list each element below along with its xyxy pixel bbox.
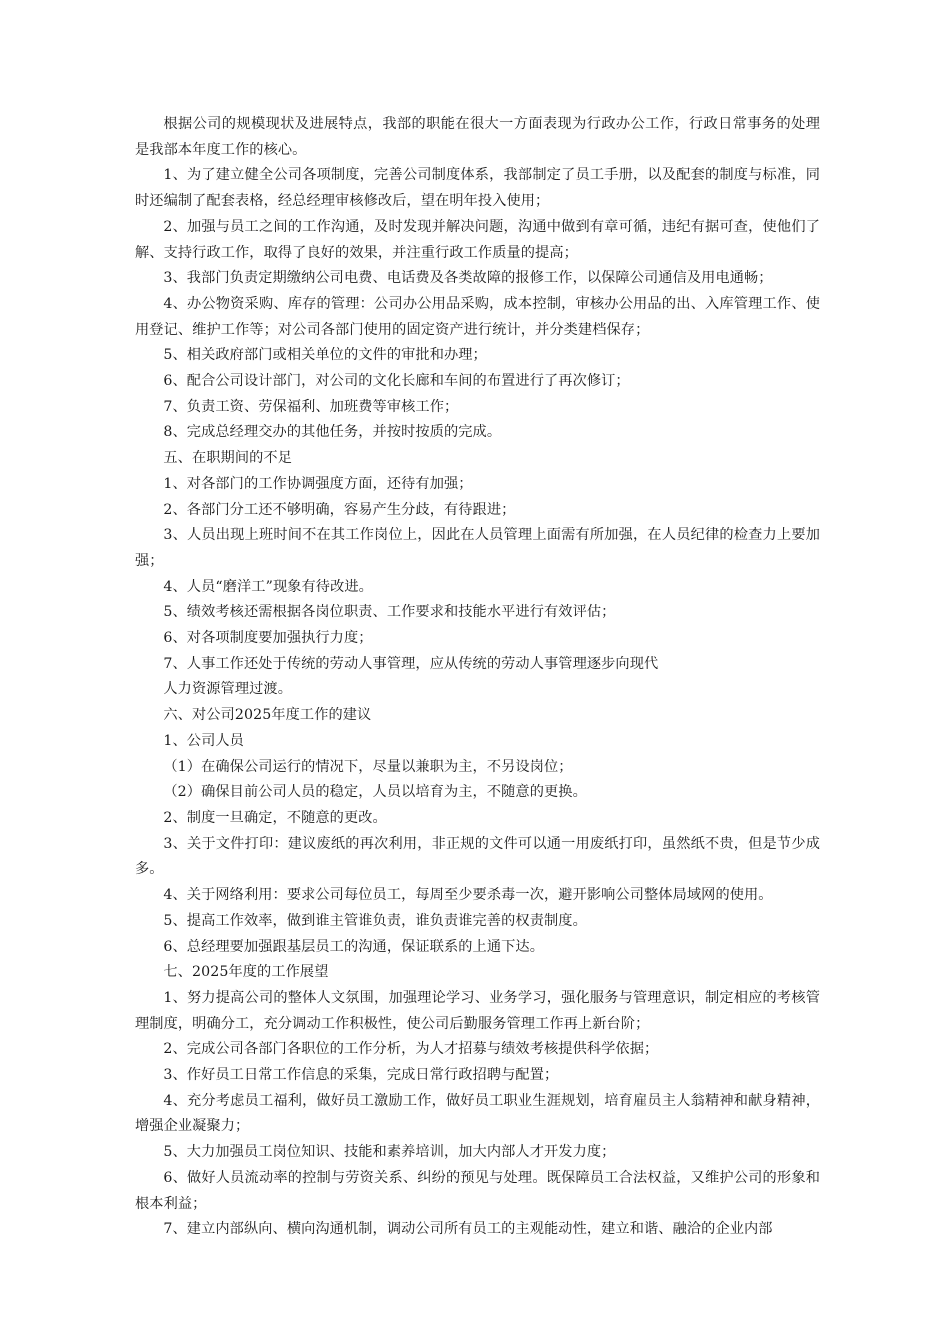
paragraph-item: 2、各部门分工还不够明确，容易产生分歧，有待跟进；: [163, 501, 516, 518]
paragraph-item: 人力资源管理过渡。: [163, 681, 292, 698]
paragraph-item: 1、对各部门的工作协调强度方面，还待有加强；: [163, 475, 473, 492]
paragraph-intro: 根据公司的规模现状及进展特点，我部的职能在很大一方面表现为行政办公工作，行政日常事务的处理是我部本年度工作的核心。: [135, 116, 820, 158]
document-body: [135, 112, 820, 1243]
paragraph-item: 4、人员“磨洋工”现象有待改进。: [163, 578, 373, 595]
paragraph-item: 6、做好人员流动率的控制与劳资关系、纠纷的预见与处理。既保障员工合法权益，又维护公司的形象和根本利益；: [135, 1169, 820, 1212]
paragraph-item: 4、办公物资采购、库存的管理：公司办公用品采购，成本控制，审核办公用品的出、入库管理工作、使用登记、维护工作等；对公司各部门使用的固定资产进行统计，并分类建档保存；: [135, 295, 820, 338]
paragraph-item: 3、我部门负责定期缴纳公司电费、电话费及各类故障的报修工作，以保障公司通信及用电通畅；: [163, 270, 773, 287]
paragraph-item: 7、负责工资、劳保福利、加班费等审核工作；: [163, 398, 459, 415]
paragraph-subitem: （2）确保目前公司人员的稳定，人员以培育为主，不随意的更换。: [163, 784, 587, 801]
paragraph-item: 4、充分考虑员工福利，做好员工激励工作，做好员工职业生涯规划，培育雇员主人翁精神和献身精神，增强企业凝聚力；: [135, 1092, 820, 1135]
paragraph-item: 6、对各项制度要加强执行力度；: [163, 630, 373, 647]
paragraph-item: 3、作好员工日常工作信息的采集，完成日常行政招聘与配置；: [163, 1067, 559, 1084]
paragraph-item: 1、公司人员: [163, 732, 244, 749]
paragraph-item: 3、关于文件打印：建议废纸的再次利用，非正规的文件可以通一用废纸打印，虽然纸不贵，但是节少成多。: [135, 835, 820, 878]
paragraph-item: 1、努力提高公司的整体人文氛围，加强理论学习、业务学习，强化服务与管理意识，制定相应的考核管理制度，明确分工，充分调动工作积极性，使公司后勤服务管理工作再上新台阶；: [135, 989, 820, 1032]
paragraph-item: 5、大力加强员工岗位知识、技能和素养培训，加大内部人才开发力度；: [163, 1144, 616, 1161]
paragraph-item: 2、加强与员工之间的工作沟通，及时发现并解决问题，沟通中做到有章可循，违纪有据可查，使他们了解、支持行政工作，取得了良好的效果，并注重行政工作质量的提高；: [135, 218, 820, 261]
paragraph-item: 5、相关政府部门或相关单位的文件的审批和办理；: [163, 347, 487, 364]
section-heading-5: 五、在职期间的不足: [163, 450, 292, 467]
paragraph-item: 5、绩效考核还需根据各岗位职责、工作要求和技能水平进行有效评估；: [163, 604, 616, 621]
section-heading-7: 七、2025年度的工作展望: [163, 964, 329, 981]
paragraph-item: 8、完成总经理交办的其他任务，并按时按质的完成。: [163, 424, 502, 441]
paragraph-item: 6、总经理要加强跟基层员工的沟通，保证联系的上通下达。: [163, 938, 544, 955]
paragraph-item: 5、提高工作效率，做到谁主管谁负责，谁负责谁完善的权责制度。: [163, 912, 587, 929]
paragraph-item: 6、配合公司设计部门，对公司的文化长廊和车间的布置进行了再次修订；: [163, 373, 630, 390]
paragraph-item: 1、为了建立健全公司各项制度，完善公司制度体系，我部制定了员工手册，以及配套的制度与标准，同时还编制了配套表格，经总经理审核修改后，望在明年投入使用；: [135, 167, 820, 210]
paragraph-item: 3、人员出现上班时间不在其工作岗位上，因此在人员管理上面需有所加强，在人员纪律的检查力上要加强；: [135, 527, 820, 569]
paragraph-item: 7、人事工作还处于传统的劳动人事管理，应从传统的劳动人事管理逐步向现代: [163, 655, 659, 672]
paragraph-item: 4、关于网络利用：要求公司每位员工，每周至少要杀毒一次，避开影响公司整体局域网的使用。: [163, 887, 773, 904]
paragraph-item: 2、制度一旦确定，不随意的更改。: [163, 809, 387, 826]
paragraph-subitem: （1）在确保公司运行的情况下，尽量以兼职为主，不另设岗位；: [163, 758, 573, 775]
section-heading-6: 六、对公司2025年度工作的建议: [163, 707, 372, 724]
paragraph-item: 2、完成公司各部门各职位的工作分析，为人才招募与绩效考核提供科学依据；: [163, 1041, 659, 1058]
paragraph-item: 7、建立内部纵向、横向沟通机制，调动公司所有员工的主观能动性，建立和谐、融洽的企业内部: [163, 1221, 773, 1238]
